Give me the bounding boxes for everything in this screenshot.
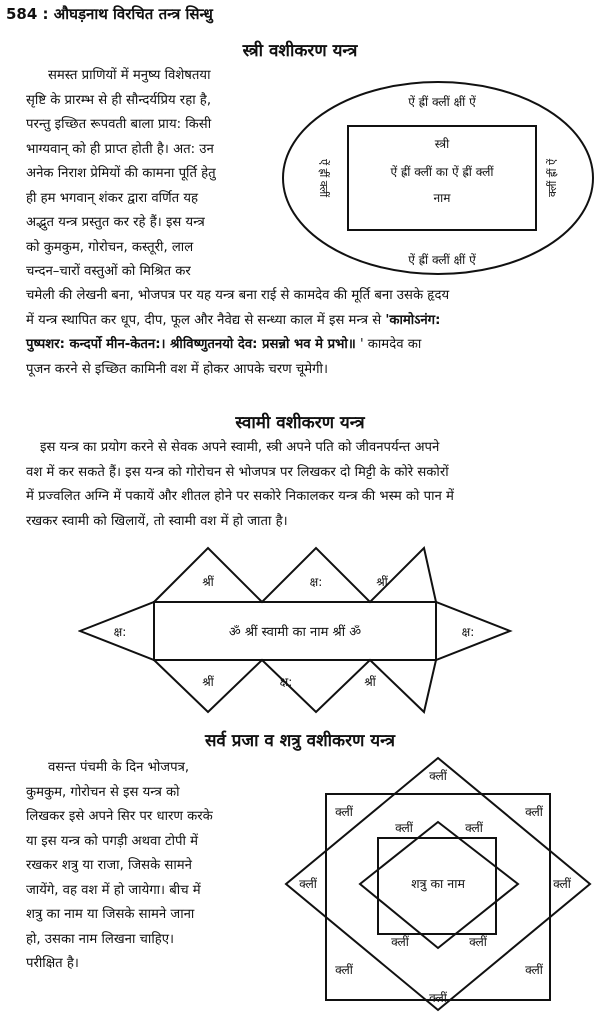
text-line (26, 333, 596, 358)
yantra-outer-square (326, 794, 550, 1000)
yantra-left-mantra: ऐं ह्रीं क्लीं (317, 158, 330, 198)
swami-vashikaran-yantra (78, 546, 514, 716)
text-line: वश में कर सकते हैं। इस यन्त्र को गोरोचन से भोजपत्र पर लिखकर दो मिट्टी के कोरे सकोरों (26, 464, 449, 480)
right-ksha: क्ष: (461, 625, 475, 639)
mantra-text: पुष्पशर: कन्दर्पो मीन-केतन:। श्रीविष्णुतनयो देव: प्रसन्नो भव मे प्रभो॥ (26, 337, 356, 352)
kleem-bottom-right: क्लीं (525, 963, 543, 977)
section3-heading: सर्व प्रजा व शत्रु वशीकरण यन्त्र (204, 731, 396, 751)
text-line: जायेंगे, वह वश में हो जायेगा। बीच में (26, 882, 201, 898)
text-line: रखकर शत्रु या राजा, जिसके सामने (26, 858, 192, 873)
yantra-bottom-mantra: ऐं ह्रीं क्लीं क्षीं ऐं (408, 253, 476, 267)
bottom-shri-2: श्रीं (364, 675, 376, 689)
kleem-left: क्लीं (299, 877, 317, 891)
text-line: चमेली की लेखनी बना, भोजपत्र पर यह यन्त्र बना राई से कामदेव की मूर्ति बना उसके हृदय (26, 288, 450, 303)
yantra-center-text: शत्रु का नाम (411, 876, 465, 891)
page-number: 584 (6, 5, 38, 23)
stree-vashikaran-yantra (278, 74, 596, 282)
text-fragment: ' कामदेव का (355, 337, 422, 352)
kleem-inner-bottom-left: क्लीं (391, 935, 409, 949)
text-line: चन्दन–चारों वस्तुओं को मिश्रित कर (26, 264, 191, 279)
kleem-bottom: क्लीं (429, 991, 447, 1005)
text-line: भाग्यवान् को ही प्राप्त होती है। अत: उन (26, 141, 214, 157)
kleem-top-right: क्लीं (525, 805, 543, 819)
kleem-bottom-left: क्लीं (335, 963, 353, 977)
text-line: इस यन्त्र का प्रयोग करने से सेवक अपने स्वामी, स्त्री अपने पति को जीवनपर्यन्त अपने (40, 440, 440, 455)
section1-continuation (26, 284, 596, 382)
top-ksha: क्ष: (309, 575, 323, 589)
kleem-inner-top-right: क्लीं (465, 821, 483, 835)
text-line: ही हम भगवान् शंकर द्वारा वर्णित यह (26, 190, 198, 206)
top-shri-1: श्रीं (202, 575, 214, 589)
text-line: शत्रु का नाम या जिसके सामने जाना (26, 907, 195, 922)
text-line: परन्तु इच्छित रूपवती बाला प्राय: किसी (26, 117, 212, 132)
top-shri-2: श्रीं (376, 575, 388, 589)
text-line: वसन्त पंचमी के दिन भोजपत्र, (48, 760, 190, 775)
page-header (6, 4, 594, 28)
left-ksha: क्ष: (113, 625, 127, 639)
kleem-inner-bottom-right: क्लीं (469, 935, 487, 949)
section2-heading: स्वामी वशीकरण यन्त्र (235, 413, 365, 433)
yantra-center-bottom: नाम (433, 191, 451, 205)
kleem-top-left: क्लीं (335, 805, 353, 819)
section2-body (26, 436, 596, 534)
text-fragment: में यन्त्र स्थापित कर धूप, दीप, फूल और नैवेद्य से सन्ध्या काल में इस मन्त्र से (26, 312, 382, 328)
bottom-shri-1: श्रीं (202, 675, 214, 689)
text-line: अद्भुत यन्त्र प्रस्तुत कर रहे हैं। इस यन्त्र (26, 215, 205, 230)
text-line: परीक्षित है। (26, 956, 79, 971)
text-line: पूजन करने से इच्छित कामिनी वश में होकर आपके चरण चूमेगी। (26, 361, 328, 377)
kleem-inner-top-left: क्लीं (395, 821, 413, 835)
text-line: या इस यन्त्र को पगड़ी अथवा टोपी में (26, 833, 199, 849)
text-line: में प्रज्वलित अग्नि में पकायें और शीतल होने पर सकोरे निकालकर यन्त्र की भस्म को पान में (26, 489, 454, 504)
text-line: सृष्टि के प्रारम्भ से ही सौन्दर्यप्रिय रहा है, (26, 92, 212, 108)
yantra-right-mantra: क्लीं ह्रीं ऐं (546, 158, 559, 198)
book-title: : औघड़नाथ विरचित तन्त्र सिन्धु (42, 5, 213, 23)
yantra-top-triangles (154, 548, 436, 602)
text-line: अनेक निराश प्रेमियों की कामना पूर्ति हेतु (26, 166, 216, 181)
section1-heading: स्त्री वशीकरण यन्त्र (242, 41, 358, 61)
yantra-center-text: ॐ श्रीं स्वामी का नाम श्रीं ॐ (228, 625, 362, 640)
text-line: कुमकुम, गोरोचन से इस यन्त्र को (26, 784, 180, 800)
kleem-top: क्लीं (429, 769, 447, 783)
yantra-top-mantra: ऐं ह्रीं क्लीं क्षीं ऐं (408, 95, 476, 109)
yantra-center-mid: ऐं ह्रीं क्लीं का ऐं ह्रीं क्लीं (390, 165, 494, 179)
kleem-right: क्लीं (553, 877, 571, 891)
text-line: को कुमकुम, गोरोचन, कस्तूरी, लाल (26, 239, 194, 255)
text-line: समस्त प्राणियों में मनुष्य विशेषतया (48, 68, 211, 83)
text-line (26, 309, 596, 334)
mantra-start: 'कामोऽनंग: (385, 312, 441, 328)
shatru-vashikaran-yantra (282, 754, 596, 1016)
section1-intro (26, 64, 272, 285)
bottom-ksha: क्ष: (279, 675, 293, 689)
text-line: हो, उसका नाम लिखना चाहिए। (26, 931, 175, 947)
text-line: रखकर स्वामी को खिलायें, तो स्वामी वश में हो जाता है। (26, 513, 288, 529)
yantra-bottom-triangles (154, 660, 436, 712)
text-line: लिखकर इसे अपने सिर पर धारण करके (26, 809, 213, 824)
yantra-center-top: स्त्री (434, 137, 450, 151)
section3-body (26, 756, 276, 977)
